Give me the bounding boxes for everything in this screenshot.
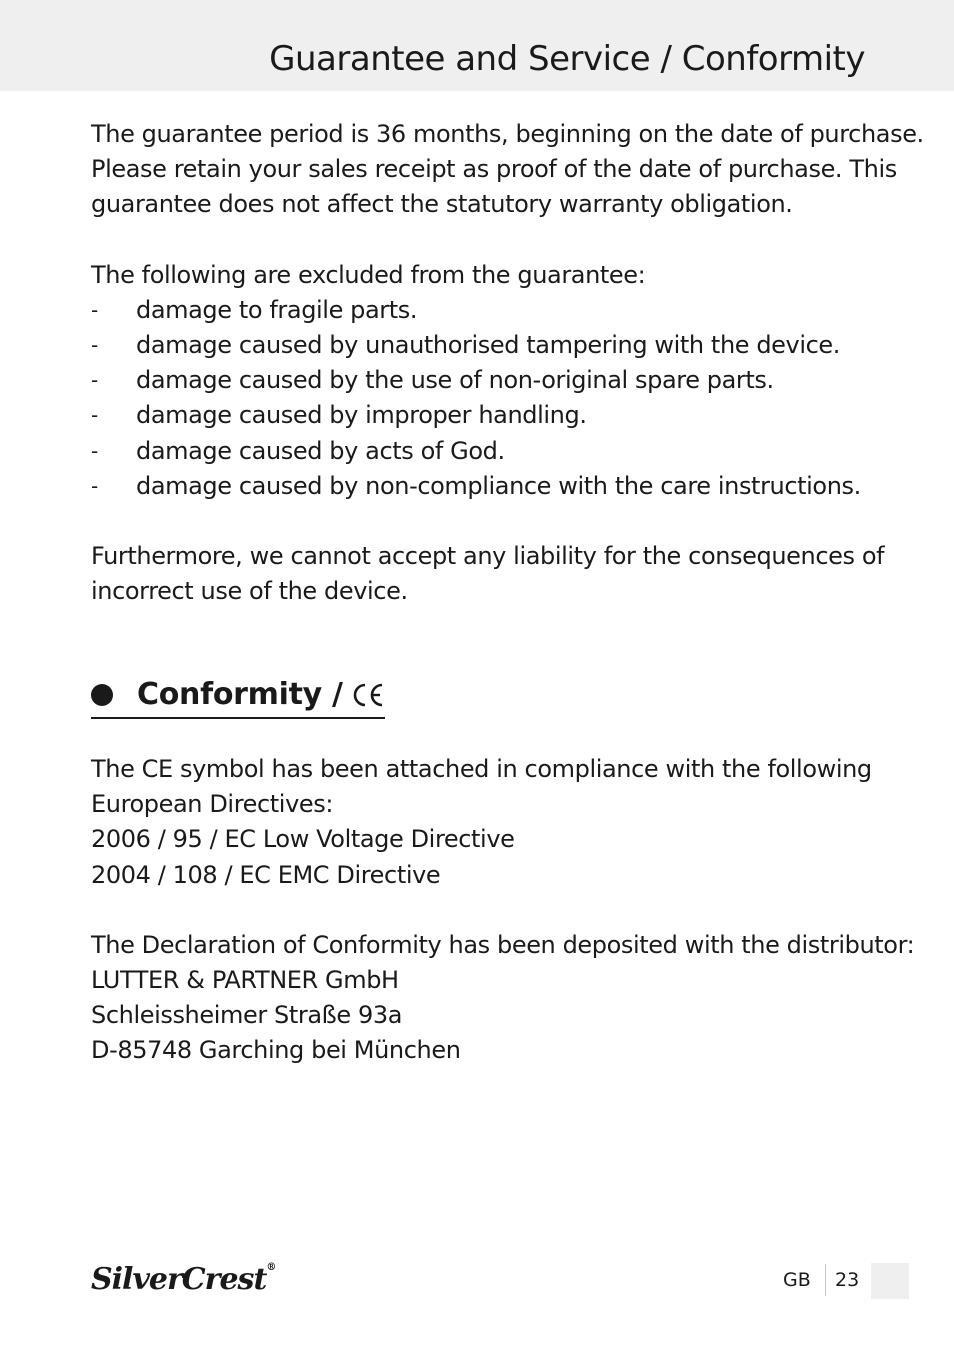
conformity-section (91, 752, 915, 1069)
address-line: LUTTER & PARTNER GmbH (91, 966, 399, 995)
dash-marker: - (91, 368, 98, 393)
directive-line: 2004 / 108 / EC EMC Directive (91, 860, 441, 889)
list-item (91, 469, 881, 504)
footer-divider (825, 1264, 826, 1296)
list-item-text: damage caused by unauthorised tampering with the device. (136, 331, 841, 360)
address-line: D-85748 Garching bei München (91, 1036, 461, 1065)
conformity-heading-text: Conformity / (137, 677, 343, 712)
liability-note (91, 539, 885, 609)
exclusions-title: The following are excluded from the guarantee: (91, 260, 646, 289)
exclusions-list (91, 293, 881, 504)
declaration-block (91, 928, 915, 1069)
list-item (91, 328, 881, 363)
conformity-heading (91, 676, 385, 719)
footer-tab-marker (871, 1263, 909, 1299)
page-title: Guarantee and Service / Conformity (269, 39, 865, 79)
list-item-text: damage to fragile parts. (136, 295, 418, 324)
logo-text: SilverCrest (91, 1262, 267, 1297)
dash-marker: - (91, 438, 98, 463)
bullet-dot-icon (91, 684, 113, 706)
list-item-text: damage caused by non-compliance with the care instructions. (136, 471, 861, 500)
directive-line: 2006 / 95 / EC Low Voltage Directive (91, 825, 515, 854)
dash-marker: - (91, 333, 98, 358)
text-line: Furthermore, we cannot accept any liability for the consequences of (91, 542, 885, 571)
dash-marker: - (91, 473, 98, 498)
text-line: The guarantee period is 36 months, beginning on the date of purchase. (91, 120, 924, 148)
text-line: European Directives: (91, 790, 334, 819)
page-number: 23 (835, 1269, 860, 1291)
silvercrest-logo (91, 1262, 275, 1297)
list-item-text: damage caused by acts of God. (136, 436, 505, 465)
text-line: guarantee does not affect the statutory warranty obligation. (91, 190, 793, 219)
list-item-text: damage caused by improper handling. (136, 401, 587, 430)
list-item (91, 434, 881, 469)
text-line: The CE symbol has been attached in compliance with the following (91, 755, 872, 783)
text-line: Please retain your sales receipt as proof of the date of purchase. This (91, 155, 897, 184)
list-item-text: damage caused by the use of non-original spare parts. (136, 366, 774, 395)
guarantee-intro (91, 117, 924, 223)
guarantee-section (91, 117, 924, 609)
language-code: GB (783, 1269, 811, 1291)
ce-mark-icon (349, 676, 385, 714)
directives-intro (91, 752, 881, 893)
list-item (91, 293, 881, 328)
dash-marker: - (91, 403, 98, 428)
address-line: Schleissheimer Straße 93a (91, 1001, 403, 1030)
dash-marker: - (91, 297, 98, 322)
list-item (91, 398, 881, 433)
declaration-intro: The Declaration of Conformity has been deposited with the distributor: (91, 930, 915, 959)
text-line: incorrect use of the device. (91, 577, 408, 606)
registered-mark: ® (266, 1262, 276, 1273)
list-item (91, 363, 881, 398)
header-band (0, 0, 954, 91)
